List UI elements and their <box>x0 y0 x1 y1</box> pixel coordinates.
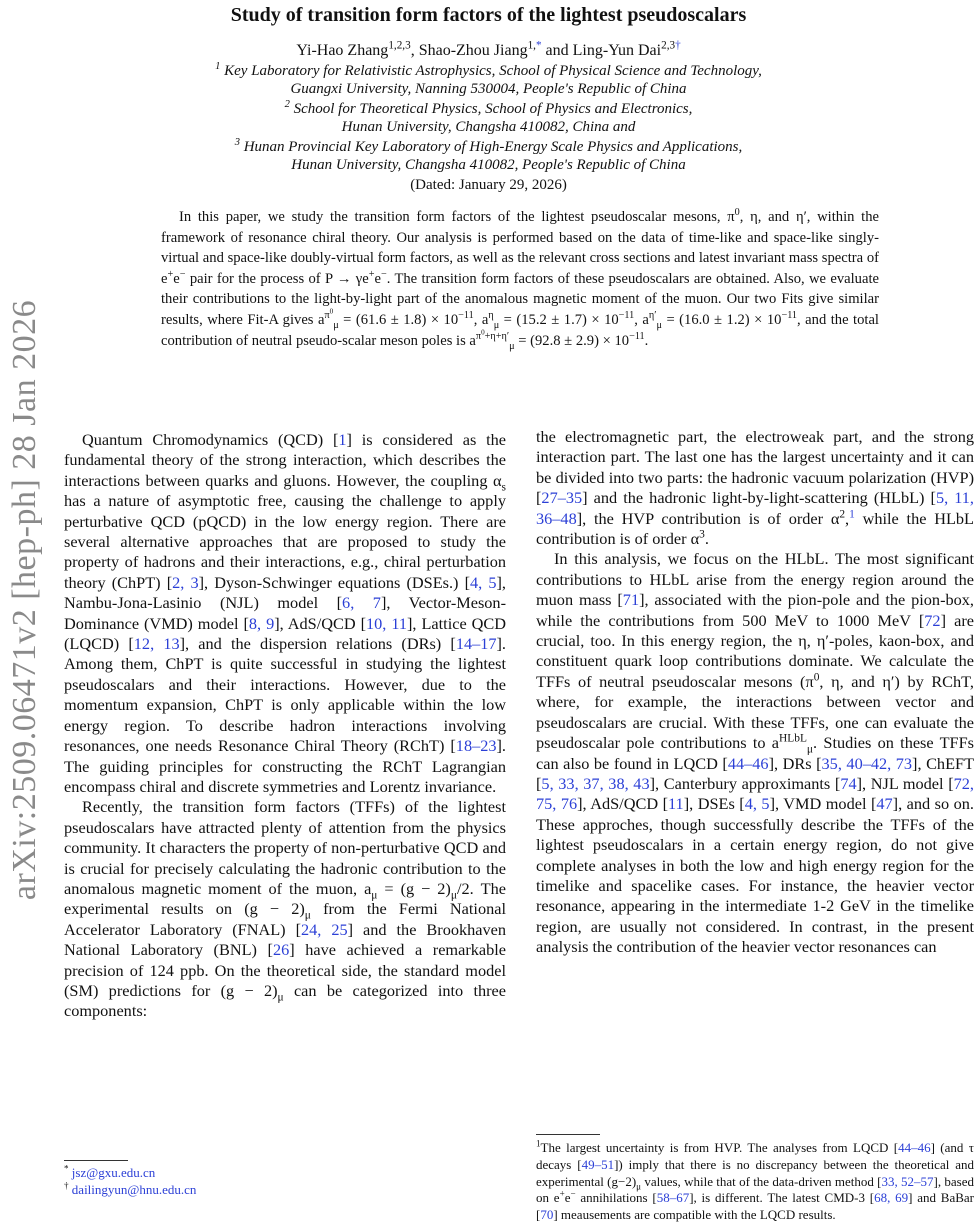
contact-1 <box>64 1165 364 1182</box>
citation-link[interactable]: 44–46 <box>898 1140 931 1155</box>
affiliation-line: Hunan University, Changsha 410082, People's Republic of China <box>291 157 686 173</box>
affiliation-line: Hunan Provincial Key Laboratory of High-Energy Scale Physics and Applications, <box>243 139 743 155</box>
contact-mark: † <box>64 1180 69 1191</box>
citation-link[interactable]: 4, 5 <box>470 572 497 592</box>
abstract <box>161 207 879 351</box>
author-name: Ling-Yun Dai <box>572 42 662 59</box>
abstract-text: In this paper, we study the transition form factors of the lightest pseudoscalar mesons, $\pi^0$, η, and η′, within the framework of resonance chiral theory. Our analysis is performed based on the data of time-like and space-like singly-virtual and space-like doubly-virtual form factors, as well as the relevant cross sections and latest invariant mass spectra of e+e− pair for the process of P → γe+e−. The transition form factors of these pseudoscalars are obtained. Also, we evaluate their contributions to the light-by-light part of the anomalous magnetic moment of the muon. Our two Fits give similar results, where Fit-A gives $a^{\pi^0}_\mu = (61.6 \pm 1.8) \times 10^{-11}$, $a^\eta_\mu = (15.2 \pm 1.7) \times 10^{-11}$, $a^{\eta'}_\mu = (16.0 \pm 1.2) \times 10^{-11}$, and the total contribution of neutral pseudo-scalar meson poles is $a^{\pi^0+\eta+\eta'}_\mu = (92.8 \pm 2.9) \times 10^{-11}$. <box>161 207 879 352</box>
affiliation-line: Hunan University, Changsha 410082, China and <box>341 119 636 135</box>
citation-link[interactable]: 14–17 <box>455 634 497 654</box>
contact-2 <box>64 1182 364 1199</box>
citation-link[interactable]: 8, 9 <box>248 613 275 633</box>
corresponding-mark-link[interactable]: * <box>535 39 542 52</box>
paragraph: In this analysis, we focus on the HLbL. The most significant contributions to HLbL arise from the energy region around the muon mass [71], associated with the pion-pole and the pion-box, while the contributions from 500 MeV to 1000 MeV [72] are crucial, too. In this energy region, the η, η′-poles, kaon-box, and constituent quark loop contributions dominate. We calculate the TFFs of neutral pseudoscalar mesons ($\pi^0$, η, and η′) by RChT, where, for example, the interactions between vector and pseudoscalars are crucial. With these TFFs, one can evaluate the pseudoscalar pole contributions to $a^{HLbL}_\mu$. Studies on these TFFs can also be found in LQCD [44–46], DRs [35, 40–42, 73], ChEFT [5, 33, 37, 38, 43], Canterbury approximants [74], NJL model [72, 75, 76], AdS/QCD [11], DSEs [4, 5], VMD model [47], and so on. These approches, though successfully describe the TFFs of the lightest pseudoscalars in a certain energy region, do not give complete analyses in both the low and high energy region for the timelike and spacelike cases. For instance, the heavier vector resonance, appearing in the intermediate 1-2 GeV in the timelike region, are usually not considered. In contrast, in the present analysis the contribution of the heavier vector resonances can <box>536 549 975 957</box>
dated-line: (Dated: January 29, 2026) <box>410 177 567 193</box>
citation-link[interactable]: 5, 11, 36–48 <box>536 488 975 528</box>
citation-link[interactable]: 6, 7 <box>342 593 381 613</box>
citation-link[interactable]: 68, 69 <box>874 1190 909 1206</box>
affiliation-line: School for Theoretical Physics, School of Physics and Electronics, <box>293 101 693 117</box>
citation-link[interactable]: 11 <box>668 794 684 814</box>
citation-link[interactable]: 33, 52–57 <box>881 1173 934 1189</box>
author-conj: and <box>545 42 569 59</box>
author-affil-sup: 1,2,3 <box>388 39 411 52</box>
affiliation-number: 1 <box>215 61 221 72</box>
citation-link[interactable]: 58–67 <box>656 1190 690 1206</box>
body-right-column <box>536 427 974 958</box>
paragraph: the electromagnetic part, the electroweak part, and the strong interaction part. The last one has the largest uncertainty and it can be divided into two parts: the hadronic vacuum polarization (HVP) [27–35] and the hadronic light-by-light-scattering (HLbL) [5, 11, 36–48], the HVP contribution is of order $\alpha^2,^1$ while the HLbL contribution is of order $\alpha^3$. <box>536 427 975 549</box>
citation-link[interactable]: 27–35 <box>541 488 583 508</box>
author-list: Yi-Hao Zhang$^{1,2,3}$, Shao-Zhou Jiang$^{1,*}$ and Ling-Yun Dai$^{2,3\dagger}$ <box>296 39 681 59</box>
citation-link[interactable]: 4, 5 <box>744 794 770 814</box>
citation-link[interactable]: 18–23 <box>455 736 497 756</box>
author-name: Shao-Zhou Jiang <box>418 42 528 59</box>
citation-link[interactable]: 35, 40–42, 73 <box>821 753 913 773</box>
footnote-number: 1 <box>536 1138 541 1149</box>
body-left-column <box>64 430 506 1022</box>
citation-link[interactable]: 49–51 <box>581 1156 615 1172</box>
affiliation-number: 2 <box>284 99 290 110</box>
citation-link[interactable]: 12, 13 <box>133 634 180 654</box>
email-link[interactable]: dailingyun@hnu.edu.cn <box>71 1182 197 1197</box>
affiliation-3 <box>0 138 977 174</box>
affiliation-1 <box>0 62 977 98</box>
citation-link[interactable]: 47 <box>876 794 893 814</box>
citation-link[interactable]: 70 <box>540 1207 554 1223</box>
citation-link[interactable]: 72 <box>924 610 941 630</box>
arxiv-sidebar <box>0 300 50 900</box>
citation-link[interactable]: 10, 11 <box>366 613 408 633</box>
citation-link[interactable]: 24, 25 <box>301 919 348 939</box>
footnote-rule <box>536 1134 600 1135</box>
citation-link[interactable]: 26 <box>272 940 290 960</box>
corresponding-mark-link[interactable]: † <box>675 39 681 52</box>
affiliation-number: 3 <box>234 137 240 148</box>
citation-link[interactable]: 72, 75, 76 <box>536 773 974 814</box>
citation-link[interactable]: 44–46 <box>727 753 769 773</box>
paragraph: Quantum Chromodynamics (QCD) [1] is considered as the fundamental theory of the strong interaction, which describes the interactions between quarks and gluons. However, the coupling $\alpha_s$ has a nature of asymptotic free, causing the challenge to apply perturbative QCD (pQCD) in the low energy region. There are several alternative approaches that are proposed to study the property of hadrons and their interactions, e.g., chiral perturbation theory (ChPT) [2, 3], Dyson-Schwinger equations (DSEs.) [4, 5], Nambu-Jona-Lasinio (NJL) model [6, 7], Vector-Meson-Dominance (VMD) model [8, 9], AdS/QCD [10, 11], Lattice QCD (LQCD) [12, 13], and the dispersion relations (DRs) [14–17]. Among them, ChPT is quite successful in studying the lightest pseudoscalars and their interactions. However, due to the momentum expansion, ChPT is only applicable within the low energy region. To describe hadron interactions involving resonances, one needs Resonance Chiral Theory (RChT) [18–23]. The guiding principles for constructing the RChT Lagrangian encompass chiral and discrete symmetries and Lorentz invariance. <box>64 430 507 796</box>
author-name: Yi-Hao Zhang <box>296 42 389 59</box>
affiliation-line: Guangxi University, Nanning 530004, People's Republic of China <box>290 81 687 97</box>
citation-link[interactable]: 71 <box>622 590 640 610</box>
email-link[interactable]: jsz@gxu.edu.cn <box>71 1165 156 1180</box>
citation-link[interactable]: 74 <box>840 773 857 793</box>
contact-footnote-rule <box>64 1160 128 1161</box>
affiliation-2 <box>0 100 977 136</box>
footnote-1: $^1$The largest uncertainty is from HVP. The analyses from LQCD [44–46] (and τ decays [49–51]) imply that there is no discrepancy between the theoretical and experimental $(g-2)_\mu$ values, while that of the data-driven method [33, 52–57], based on e+e− annihilations [58–67], is different. The latest CMD-3 [68, 69] and BaBar [70] meausements are compatible with the LQCD results. <box>536 1138 975 1223</box>
arxiv-id: arXiv:2509.06471v2 [hep-ph] 28 Jan 2026 <box>6 299 43 901</box>
affiliation-line: Key Laboratory for Relativistic Astrophysics, School of Physical Science and Technology, <box>224 63 762 79</box>
author-affil-sup: 2,3 <box>661 39 676 52</box>
author-affil-sup: 1, <box>527 39 536 52</box>
paper-title: Study of transition form factors of the lightest pseudoscalars <box>230 4 747 26</box>
paragraph: Recently, the transition form factors (TFFs) of the lightest pseudoscalars have attracted plenty of attention from the physics community. It characters the property of non-perturbative QCD and is crucial for precisely calculating the hadronic contribution to the anomalous magnetic moment of the muon, $a_\mu = (g - 2)_\mu/2$. The experimental results on $(g - 2)_\mu$ from the Fermi National Accelerator Laboratory (FNAL) [24, 25] and the Brookhaven National Laboratory (BNL) [26] have achieved a remarkable precision of 124 ppb. On the theoretical side, the standard model (SM) predictions for $(g - 2)_\mu$ can be categorized into three components: <box>64 797 506 1021</box>
contact-mark: * <box>64 1163 69 1174</box>
footnote-link[interactable]: 1 <box>849 508 855 521</box>
citation-link[interactable]: 5, 33, 37, 38, 43 <box>541 773 650 793</box>
citation-link[interactable]: 1 <box>338 430 347 449</box>
citation-link[interactable]: 2, 3 <box>172 572 199 592</box>
